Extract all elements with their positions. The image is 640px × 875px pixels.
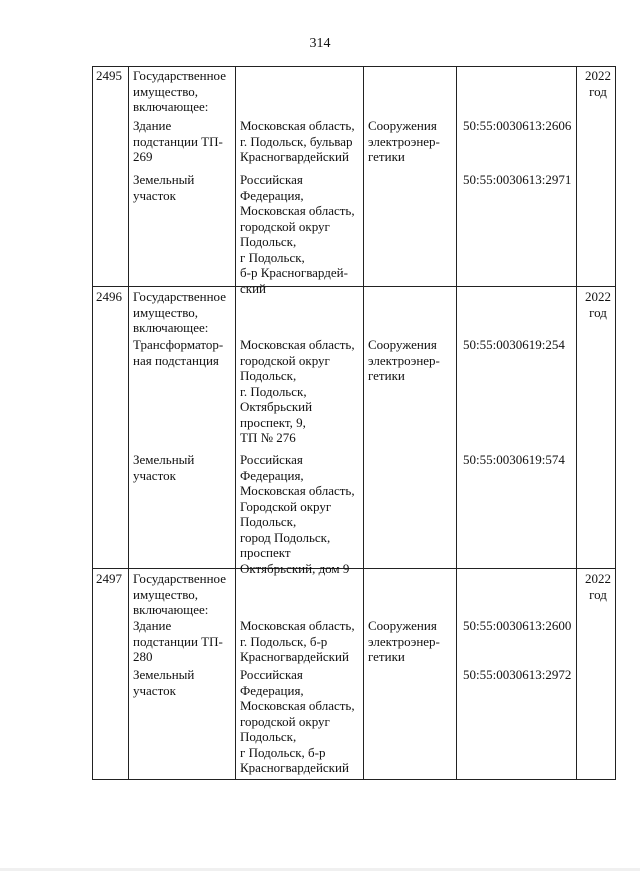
item-cadastral: 50:55:0030619:254 xyxy=(463,337,565,352)
item-cadastral: 50:55:0030613:2972 xyxy=(463,667,572,682)
item-name: Земельный участок xyxy=(133,452,195,483)
row-header: Государственное имущество, включающее: xyxy=(133,571,226,617)
item-address: Российская Федерация, Московская область, городской округ Подольск, г Подольск, б-р Красногвардей- ский xyxy=(240,172,355,296)
item-address: Российская Федерация, Московская область, Городской округ Подольск, город Подольск, проспект Октябрьский, дом 9 xyxy=(240,452,355,576)
row-year: 2022 год xyxy=(585,289,611,320)
item-type: Сооружения электроэнер- гетики xyxy=(368,118,440,164)
item-name: Земельный участок xyxy=(133,667,195,698)
row-number: 2495 xyxy=(96,68,122,83)
item-cadastral: 50:55:0030613:2971 xyxy=(463,172,572,187)
scan-edge-shade xyxy=(0,868,640,871)
item-name: Трансформатор- ная подстанция xyxy=(133,337,224,368)
row-number: 2496 xyxy=(96,289,122,304)
item-address: Московская область, г. Подольск, бульвар Красногвардейский xyxy=(240,118,355,164)
item-address: Московская область, городской округ Подольск, г. Подольск, Октябрьский проспект, 9, ТП № 276 xyxy=(240,337,355,445)
column-divider xyxy=(235,66,236,780)
item-type: Сооружения электроэнер- гетики xyxy=(368,337,440,383)
item-name: Здание подстанции ТП- 280 xyxy=(133,618,223,664)
item-address: Московская область, г. Подольск, б-р Красногвардейский xyxy=(240,618,355,664)
item-cadastral: 50:55:0030613:2606 xyxy=(463,118,572,133)
page-number: 314 xyxy=(309,36,331,51)
item-cadastral: 50:55:0030613:2600 xyxy=(463,618,572,633)
row-header: Государственное имущество, включающее: xyxy=(133,289,226,335)
item-name: Земельный участок xyxy=(133,172,195,203)
item-cadastral: 50:55:0030619:574 xyxy=(463,452,565,467)
item-type: Сооружения электроэнер- гетики xyxy=(368,618,440,664)
row-header: Государственное имущество, включающее: xyxy=(133,68,226,114)
item-name: Здание подстанции ТП- 269 xyxy=(133,118,223,164)
row-year: 2022 год xyxy=(585,68,611,99)
property-table xyxy=(92,66,616,780)
column-divider xyxy=(128,66,129,780)
column-divider xyxy=(456,66,457,780)
row-year: 2022 год xyxy=(585,571,611,602)
item-address: Российская Федерация, Московская область, городской округ Подольск, г Подольск, б-р Красногвардейский xyxy=(240,667,355,775)
row-number: 2497 xyxy=(96,571,122,586)
